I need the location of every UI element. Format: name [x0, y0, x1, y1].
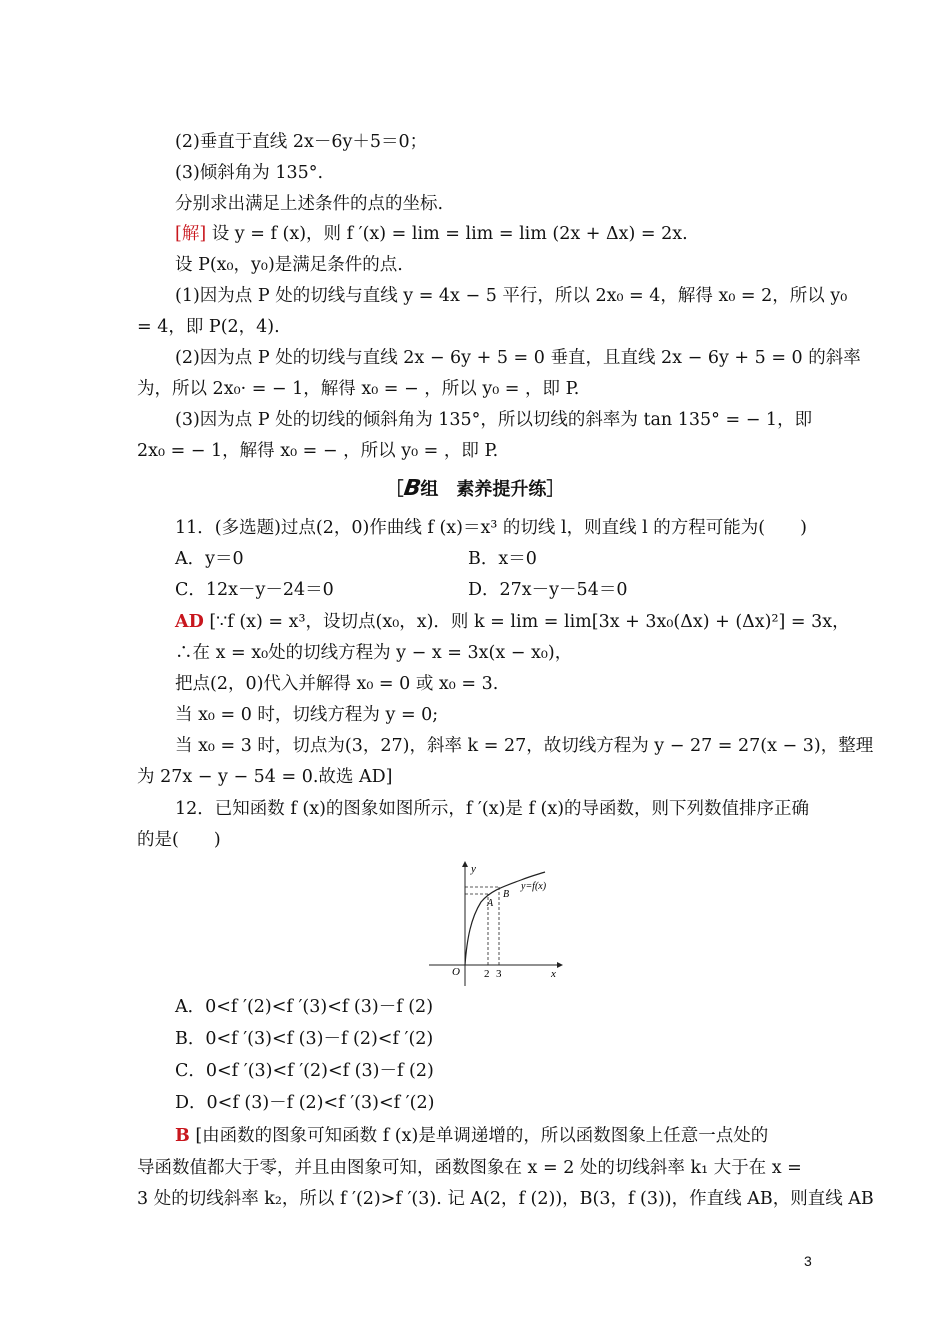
text-line [468, 548, 537, 570]
line-text: 当 x₀ = 0 时，切线方程为 y = 0; [175, 705, 439, 725]
line-text: (3)因为点 P 处的切线的倾斜角为 135°，所以切线的斜率为 tan 135° = − 1，即 [175, 410, 813, 430]
text-line [137, 316, 280, 338]
answer-mark: B [175, 1126, 190, 1146]
text-line [175, 642, 572, 664]
line-text: 12．已知函数 f (x)的图象如图所示，f ′(x)是 f (x)的导函数，则下列数值排序正确 [175, 799, 810, 819]
answer-mark: [解] [175, 224, 207, 244]
line-text: 为 27x − y − 54 = 0.故选 AD] [137, 767, 393, 787]
text-line [175, 1028, 433, 1050]
text-line [175, 162, 323, 184]
text-line [175, 409, 812, 431]
text-line [175, 704, 438, 726]
text-line [468, 579, 627, 601]
text-line [175, 1060, 434, 1082]
line-text: D．0<f (3)－f (2)<f ′(3)<f ′(2) [175, 1093, 435, 1113]
line-text: C．12x－y－24＝0 [175, 580, 334, 600]
y-axis-arrow [462, 861, 468, 867]
line-text: ∴在 x = x₀处的切线方程为 y − x = 3x(x − x₀)， [175, 643, 573, 663]
text-line [137, 766, 392, 788]
text-line [175, 347, 861, 369]
text-line [175, 996, 433, 1018]
text-line [175, 579, 334, 601]
text-line [137, 1157, 802, 1179]
text-line [175, 611, 850, 633]
line-text: 当 x₀ = 3 时，切点为(3，27)，斜率 k = 27，故切线方程为 y − 27 = 27(x − 3)，整理 [175, 736, 874, 756]
origin-label: O [452, 966, 460, 978]
curve-label: y=f(x) [521, 881, 547, 892]
text-line [137, 378, 579, 400]
text-line [175, 1092, 434, 1114]
x-axis-arrow [557, 962, 563, 968]
banner-group-mark: B [401, 476, 423, 501]
text-line [175, 548, 244, 570]
text-line [175, 517, 807, 539]
line-text: 3 处的切线斜率 k₂，所以 f ′(2)>f ′(3). 记 A(2，f (2))，B(3，f (3))，作直线 AB，则直线 AB [137, 1189, 874, 1209]
line-text: A．y＝0 [175, 549, 244, 569]
banner-close-bracket: ］ [546, 479, 565, 500]
line-text: 导函数值都大于零，并且由图象可知，函数图象在 x = 2 处的切线斜率 k₁ 大于在 x = [137, 1158, 802, 1178]
tick-label-2: 2 [484, 968, 490, 980]
line-text: (2)因为点 P 处的切线与直线 2x − 6y + 5 = 0 垂直，且直线 2x − 6y + 5 = 0 的斜率 [175, 348, 861, 368]
line-text: [由函数的图象可知函数 f (x)是单调递增的，所以函数图象上任意一点处的 [189, 1126, 769, 1146]
banner-open-bracket: ［ [385, 479, 404, 500]
line-text: 11．(多选题)过点(2，0)作曲线 f (x)＝x³ 的切线 l，则直线 l 的方程可能为( ) [175, 518, 807, 538]
text-line [137, 440, 498, 462]
text-line [137, 829, 221, 851]
line-text: B．x＝0 [468, 549, 537, 569]
line-text: A．0<f ′(2)<f ′(3)<f (3)－f (2) [175, 997, 434, 1017]
y-axis-label: y [471, 863, 476, 875]
line-text: 设 y = f (x)，则 f ′(x) = lim = lim = lim (2x + Δx) = 2x. [206, 224, 688, 244]
page-number: 3 [804, 1253, 812, 1269]
text-line [175, 285, 847, 307]
text-line [175, 673, 498, 695]
text-line [175, 131, 427, 153]
line-text: = 4，即 P(2，4). [137, 317, 280, 337]
banner-label: 组 素养提升练 [420, 479, 547, 500]
x-axis-label: x [551, 968, 556, 980]
section-banner [0, 478, 950, 501]
point-b-label: B [503, 889, 510, 900]
tick-label-3: 3 [496, 968, 502, 980]
line-text: 的是( ) [137, 830, 221, 850]
text-line [175, 1125, 768, 1147]
line-text: B．0<f ′(3)<f (3)－f (2)<f ′(2) [175, 1029, 434, 1049]
answer-mark: AD [175, 612, 204, 632]
line-text: (2)垂直于直线 2x－6y＋5＝0； [175, 132, 428, 152]
text-line [175, 735, 873, 757]
line-text: 设 P(x₀，y₀)是满足条件的点. [175, 255, 403, 275]
function-graph-figure [425, 858, 565, 993]
line-text: 为，所以 2x₀· = − 1，解得 x₀ = − ，所以 y₀ = ，即 P. [137, 379, 580, 399]
line-text: 分别求出满足上述条件的点的坐标. [175, 194, 444, 214]
line-text: D．27x－y－54＝0 [468, 580, 628, 600]
line-text: (1)因为点 P 处的切线与直线 y = 4x − 5 平行，所以 2x₀ = 4，解得 x₀ = 2，所以 y₀ [175, 286, 848, 306]
line-text: (3)倾斜角为 135°. [175, 163, 324, 183]
text-line [137, 1188, 874, 1210]
text-line [175, 223, 688, 245]
text-line [175, 193, 443, 215]
line-text: 把点(2，0)代入并解得 x₀ = 0 或 x₀ = 3. [175, 674, 499, 694]
line-text: [∵f (x) = x³，设切点(x₀，x)．则 k = lim = lim[3x + 3x₀(Δx) + (Δx)²] = 3x， [203, 612, 850, 632]
text-line [175, 254, 403, 276]
text-line [175, 798, 809, 820]
point-a-label: A [487, 898, 494, 909]
line-text: C．0<f ′(3)<f ′(2)<f (3)－f (2) [175, 1061, 434, 1081]
line-text: 2x₀ = − 1，解得 x₀ = − ，所以 y₀ = ，即 P. [137, 441, 499, 461]
